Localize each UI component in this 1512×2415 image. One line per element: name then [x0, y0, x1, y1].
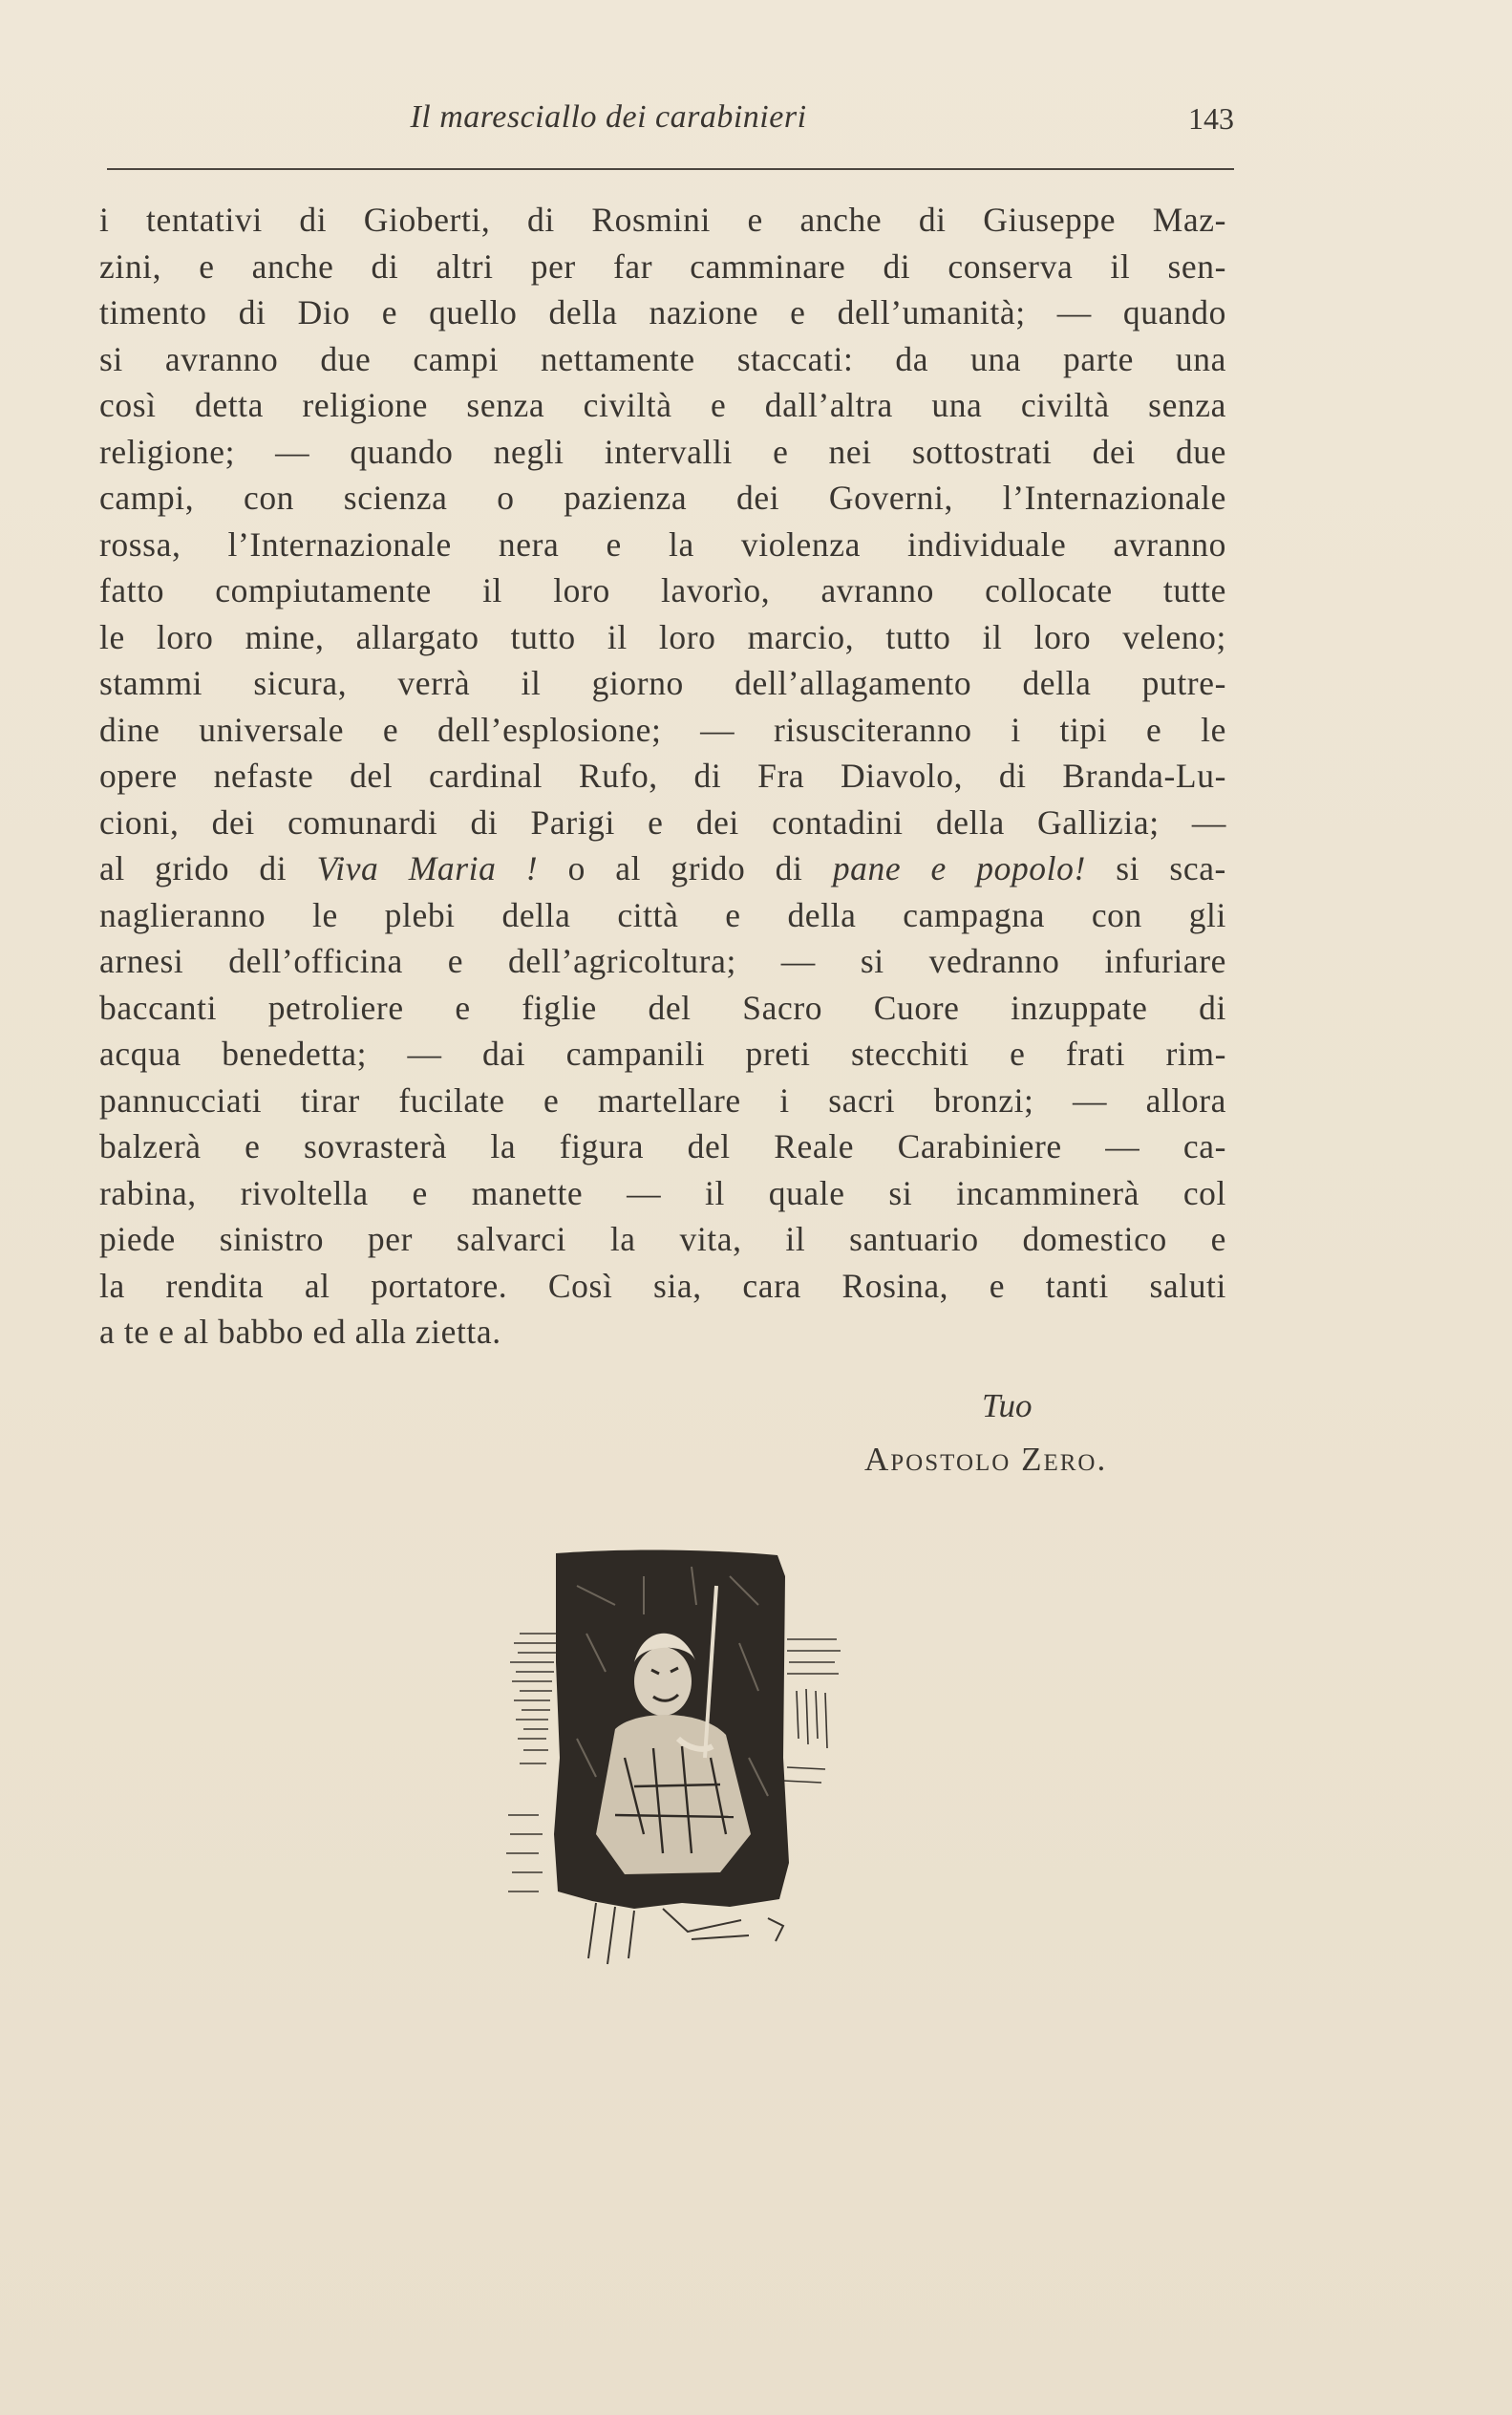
text-line: piede sinistro per salvarci la vita, il santuario domestico e	[99, 1220, 1226, 1258]
running-title: Il maresciallo dei carabinieri	[410, 99, 807, 135]
text-line: così detta religione senza civiltà e dall’altra una civiltà senza	[99, 386, 1226, 424]
text-line-mixed	[99, 845, 1226, 892]
engraved-vignette-icon	[500, 1548, 856, 1968]
body-text	[99, 197, 1226, 1356]
text-line-last: a te e al babbo ed alla zietta.	[99, 1313, 501, 1351]
closing-signature: Apostolo Zero.	[864, 1441, 1108, 1478]
text-line: baccanti petroliere e figlie del Sacro Cuore inzuppate di	[99, 988, 1226, 1027]
text-line: si avranno due campi nettamente staccati: da una parte una	[99, 339, 1226, 378]
text-line: cioni, dei comunardi di Parigi e dei contadini della Gallizia; —	[99, 802, 1226, 842]
text-line: rossa, l’Internazionale nera e la violenza individuale avranno	[99, 524, 1226, 564]
text-line: zini, e anche di altri per far camminare di conserva il sen-	[99, 246, 1226, 286]
running-head	[107, 99, 1234, 147]
page-number: 143	[1188, 101, 1234, 136]
italic-phrase: Viva Maria !	[316, 849, 539, 887]
text-line: religione; — quando negli intervalli e nei sottostrati dei due	[99, 432, 1226, 471]
closing-salutation: Tuo	[982, 1387, 1033, 1424]
text-segment: al grido di	[99, 849, 317, 887]
text-line: campi, con scienza o pazienza dei Governi, l’Internazionale	[99, 479, 1226, 517]
italic-phrase: pane e popolo!	[832, 849, 1086, 887]
text-line: balzerà e sovrasterà la figura del Reale Carabiniere — ca-	[99, 1127, 1226, 1165]
text-line: la rendita al portatore. Così sia, cara Rosina, e tanti saluti	[99, 1266, 1226, 1305]
text-line: opere nefaste del cardinal Rufo, di Fra Diavolo, di Branda-Lu-	[99, 757, 1226, 795]
header-rule	[107, 168, 1234, 170]
text-line: arnesi dell’officina e dell’agricoltura; — si vedranno infuriare	[99, 942, 1226, 980]
text-line: acqua benedetta; — dai campanili preti stecchiti e frati rim-	[99, 1035, 1226, 1073]
text-segment: si sca-	[1085, 849, 1226, 887]
text-line: i tentativi di Gioberti, di Rosmini e anche di Giuseppe Maz-	[99, 201, 1226, 239]
text-line: pannucciati tirar fucilate e martellare i sacri bronzi; — allora	[99, 1080, 1226, 1120]
text-line: stammi sicura, verrà il giorno dell’allagamento della putre-	[99, 664, 1226, 702]
text-line: le loro mine, allargato tutto il loro marcio, tutto il loro veleno;	[99, 617, 1226, 656]
text-line: fatto compiutamente il loro lavorìo, avranno collocate tutte	[99, 571, 1226, 609]
text-line: naglieranno le plebi della città e della campagna con gli	[99, 895, 1226, 934]
text-line: dine universale e dell’esplosione; — risusciteranno i tipi e le	[99, 710, 1226, 749]
text-line: rabina, rivoltella e manette — il quale si incamminerà col	[99, 1173, 1226, 1212]
text-line: timento di Dio e quello della nazione e dell’umanità; — quando	[99, 293, 1226, 331]
text-segment: o al grido di	[538, 849, 833, 887]
